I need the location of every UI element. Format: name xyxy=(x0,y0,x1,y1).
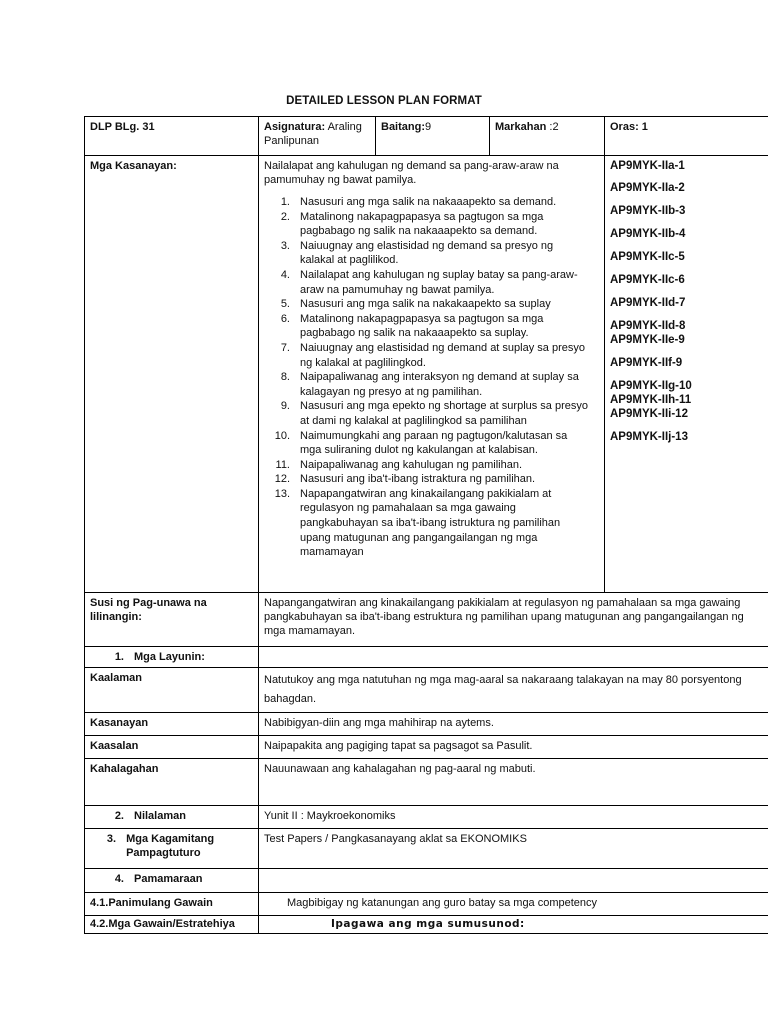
kahalagahan-label: Kahalagahan xyxy=(85,759,259,806)
kasanayan-item-number: 12. xyxy=(274,473,290,486)
competency-code: AP9MYK-IIa-1 xyxy=(610,160,685,172)
susi-text: Napangangatwiran ang kinakailangang pakikialam at regulasyon ng pamahalaan sa mga gawaing pangkabuhayan sa iba't-ibang estruktura ng pamilihan upang matugunan ang pangangailangan ng mga mamamayan. xyxy=(259,593,768,647)
kasanayan-item xyxy=(264,195,599,210)
competency-codes xyxy=(605,156,768,593)
kasanayan-content xyxy=(259,156,605,593)
kasanayan-item-text: Napapangatwiran ang kinakailangang pakikialam at regulasyon ng pamahalaan sa mga gawaing pangkabuhayan sa iba't-ibang istruktura ng pamilihan upang matugunan ang pangangailangan ng mga mamamayan xyxy=(300,487,561,559)
dlp-number: DLP BLg. 31 xyxy=(85,117,259,156)
kasanayan-item-number: 4. xyxy=(280,268,290,281)
kasanayan-item-number: 6. xyxy=(280,312,290,325)
kahalagahan-row xyxy=(85,759,768,806)
nilalaman-text: Yunit II : Maykroekonomiks xyxy=(259,806,768,829)
lesson-plan-table xyxy=(84,116,768,934)
kasanayan-item-number: 11. xyxy=(275,458,290,471)
panimulang-row xyxy=(85,893,768,916)
kasanayan2-row xyxy=(85,713,768,736)
kasanayan-item xyxy=(264,429,599,458)
pamamaraan-row xyxy=(85,869,768,893)
page-title: DETAILED LESSON PLAN FORMAT xyxy=(286,95,482,107)
gawain-row xyxy=(85,916,768,934)
competency-code: AP9MYK-IIe-9 xyxy=(610,334,685,346)
kasanayan-item xyxy=(264,312,599,341)
gawain-label: 4.2.Mga Gawain/Estratehiya xyxy=(85,916,259,934)
kahalagahan-text: Nauunawaan ang kahalagahan ng pag-aaral ng mabuti. xyxy=(259,759,768,806)
baitang-cell: Baitang:9 xyxy=(376,117,490,156)
competency-code: AP9MYK-IIa-2 xyxy=(610,182,685,194)
kasanayan-item-text: Naipapaliwanag ang interaksyon ng demand at suplay sa kalagayan ng presyo at ng pamilihan. xyxy=(300,371,579,398)
susi-row xyxy=(85,593,768,647)
kasanayan-item xyxy=(264,370,599,399)
pamamaraan-empty xyxy=(259,869,768,893)
kasanayan-label: Mga Kasanayan: xyxy=(85,156,259,593)
kasanayan-intro: Nailalapat ang kahulugan ng demand sa pang-araw-araw na pamumuhay ng bawat pamilya. xyxy=(264,160,559,186)
pamamaraan-label: 4. Pamamaraan xyxy=(85,869,259,893)
kasanayan-item xyxy=(264,297,599,312)
kagamitan-text: Test Papers / Pangkasanayang aklat sa EKONOMIKS xyxy=(259,829,768,869)
kasanayan-item-text: Matalinong nakapagpapasya sa pagtugon sa mga pagbabago ng salik na nakaaapekto sa suplay. xyxy=(300,312,544,340)
competency-code: AP9MYK-IIh-11 xyxy=(610,394,692,406)
kaasalan-text: Naipapakita ang pagiging tapat sa pagsagot sa Pasulit. xyxy=(259,736,768,759)
kasanayan-item-number: 1. xyxy=(280,196,290,208)
asignatura-cell: Asignatura: Araling Panlipunan xyxy=(259,117,376,156)
kasanayan-item xyxy=(264,458,599,473)
competency-code: AP9MYK-IIc-5 xyxy=(610,251,685,263)
kasanayan-item-text: Naimumungkahi ang paraan ng pagtugon/kalutasan sa mga suliraning dulot ng kakulangan at kalabisan. xyxy=(300,429,568,457)
kagamitan-row xyxy=(85,829,768,869)
kasanayan-item xyxy=(264,399,599,428)
susi-label: Susi ng Pag-unawa na lilinangin: xyxy=(85,593,259,647)
kasanayan-row xyxy=(85,156,768,593)
competency-code: AP9MYK-IIg-10 xyxy=(610,380,692,392)
kasanayan-item-number: 8. xyxy=(280,371,290,384)
competency-code: AP9MYK-IIc-6 xyxy=(610,274,685,286)
kasanayan-item-number: 13. xyxy=(274,487,290,500)
oras-cell: Oras: 1 xyxy=(605,117,768,156)
kasanayan-item-text: Nasusuri ang iba't-ibang istraktura ng pamilihan. xyxy=(300,473,536,486)
kasanayan-list xyxy=(264,195,599,560)
kaalaman-text: Natutukoy ang mga natutuhan ng mga mag-aaral sa nakaraang talakayan na may 80 porsyentong bahagdan. xyxy=(259,668,768,713)
kaalaman-row xyxy=(85,668,768,713)
kasanayan-item-text: Nailalapat ang kahulugan ng suplay batay sa pang-araw-araw na pamumuhay ng bawat pamilya. xyxy=(300,268,578,296)
kasanayan-item xyxy=(264,472,599,487)
kasanayan2-text: Nabibigyan-diin ang mga mahihirap na aytems. xyxy=(259,713,768,736)
kasanayan-item-text: Matalinong nakapagpapasya sa pagtugon sa mga pagbabago ng salik na nakaaapekto sa demand. xyxy=(300,210,544,238)
kaalaman-label: Kaalaman xyxy=(85,668,259,713)
competency-code: AP9MYK-IIb-3 xyxy=(610,205,686,217)
kaasalan-row xyxy=(85,736,768,759)
kasanayan-item-number: 10. xyxy=(274,429,290,442)
kasanayan-item xyxy=(264,210,599,239)
competency-code: AP9MYK-IIi-12 xyxy=(610,408,688,420)
kasanayan-item-number: 3. xyxy=(280,239,290,252)
kasanayan-item xyxy=(264,268,599,297)
kasanayan2-label: Kasanayan xyxy=(85,713,259,736)
competency-code: AP9MYK-IIj-13 xyxy=(610,431,688,443)
kasanayan-item xyxy=(264,487,599,560)
kasanayan-item-number: 9. xyxy=(280,400,290,413)
kasanayan-item-text: Nasusuri ang mga salik na nakakaapekto sa suplay xyxy=(300,298,551,311)
kasanayan-item xyxy=(264,341,599,370)
nilalaman-row xyxy=(85,806,768,829)
competency-code: AP9MYK-IId-8 xyxy=(610,320,686,332)
competency-code: AP9MYK-IIf-9 xyxy=(610,357,683,369)
layunin-empty xyxy=(259,647,768,668)
header-row xyxy=(85,117,768,156)
kasanayan-item-text: Naiuugnay ang elastisidad ng demand at suplay sa presyo ng kalakal at paglilingkod. xyxy=(300,341,585,369)
kasanayan-item-text: Nasusuri ang mga epekto ng shortage at surplus sa presyo at dami ng kalakal at paglilingkod sa pamilihan xyxy=(300,400,588,427)
layunin-row xyxy=(85,647,768,668)
panimulang-text: Magbibigay ng katanungan ang guro batay sa mga competency xyxy=(259,893,768,916)
layunin-label: 1. Mga Layunin: xyxy=(85,647,259,668)
kasanayan-item-number: 2. xyxy=(280,210,290,223)
kasanayan-item-number: 5. xyxy=(280,298,290,311)
competency-code: AP9MYK-IId-7 xyxy=(610,297,686,309)
kasanayan-item-text: Naiuugnay ang elastisidad ng demand sa presyo ng kalakal at paglilikod. xyxy=(300,239,554,267)
kasanayan-item-text: Naipapaliwanag ang kahulugan ng pamilihan. xyxy=(300,458,522,471)
kasanayan-item-text: Nasusuri ang mga salik na nakaaapekto sa demand. xyxy=(300,196,557,208)
gawain-text: Ipagawa ang mga sumusunod: xyxy=(259,916,768,934)
panimulang-label: 4.1.Panimulang Gawain xyxy=(85,893,259,916)
nilalaman-label: 2. Nilalaman xyxy=(85,806,259,829)
kaasalan-label: Kaasalan xyxy=(85,736,259,759)
competency-code: AP9MYK-IIb-4 xyxy=(610,228,686,240)
kasanayan-item-number: 7. xyxy=(280,341,290,354)
kasanayan-item xyxy=(264,239,599,268)
markahan-cell: Markahan :2 xyxy=(490,117,605,156)
kagamitan-label: 3. Mga Kagamitang Pampagtuturo xyxy=(85,829,259,869)
